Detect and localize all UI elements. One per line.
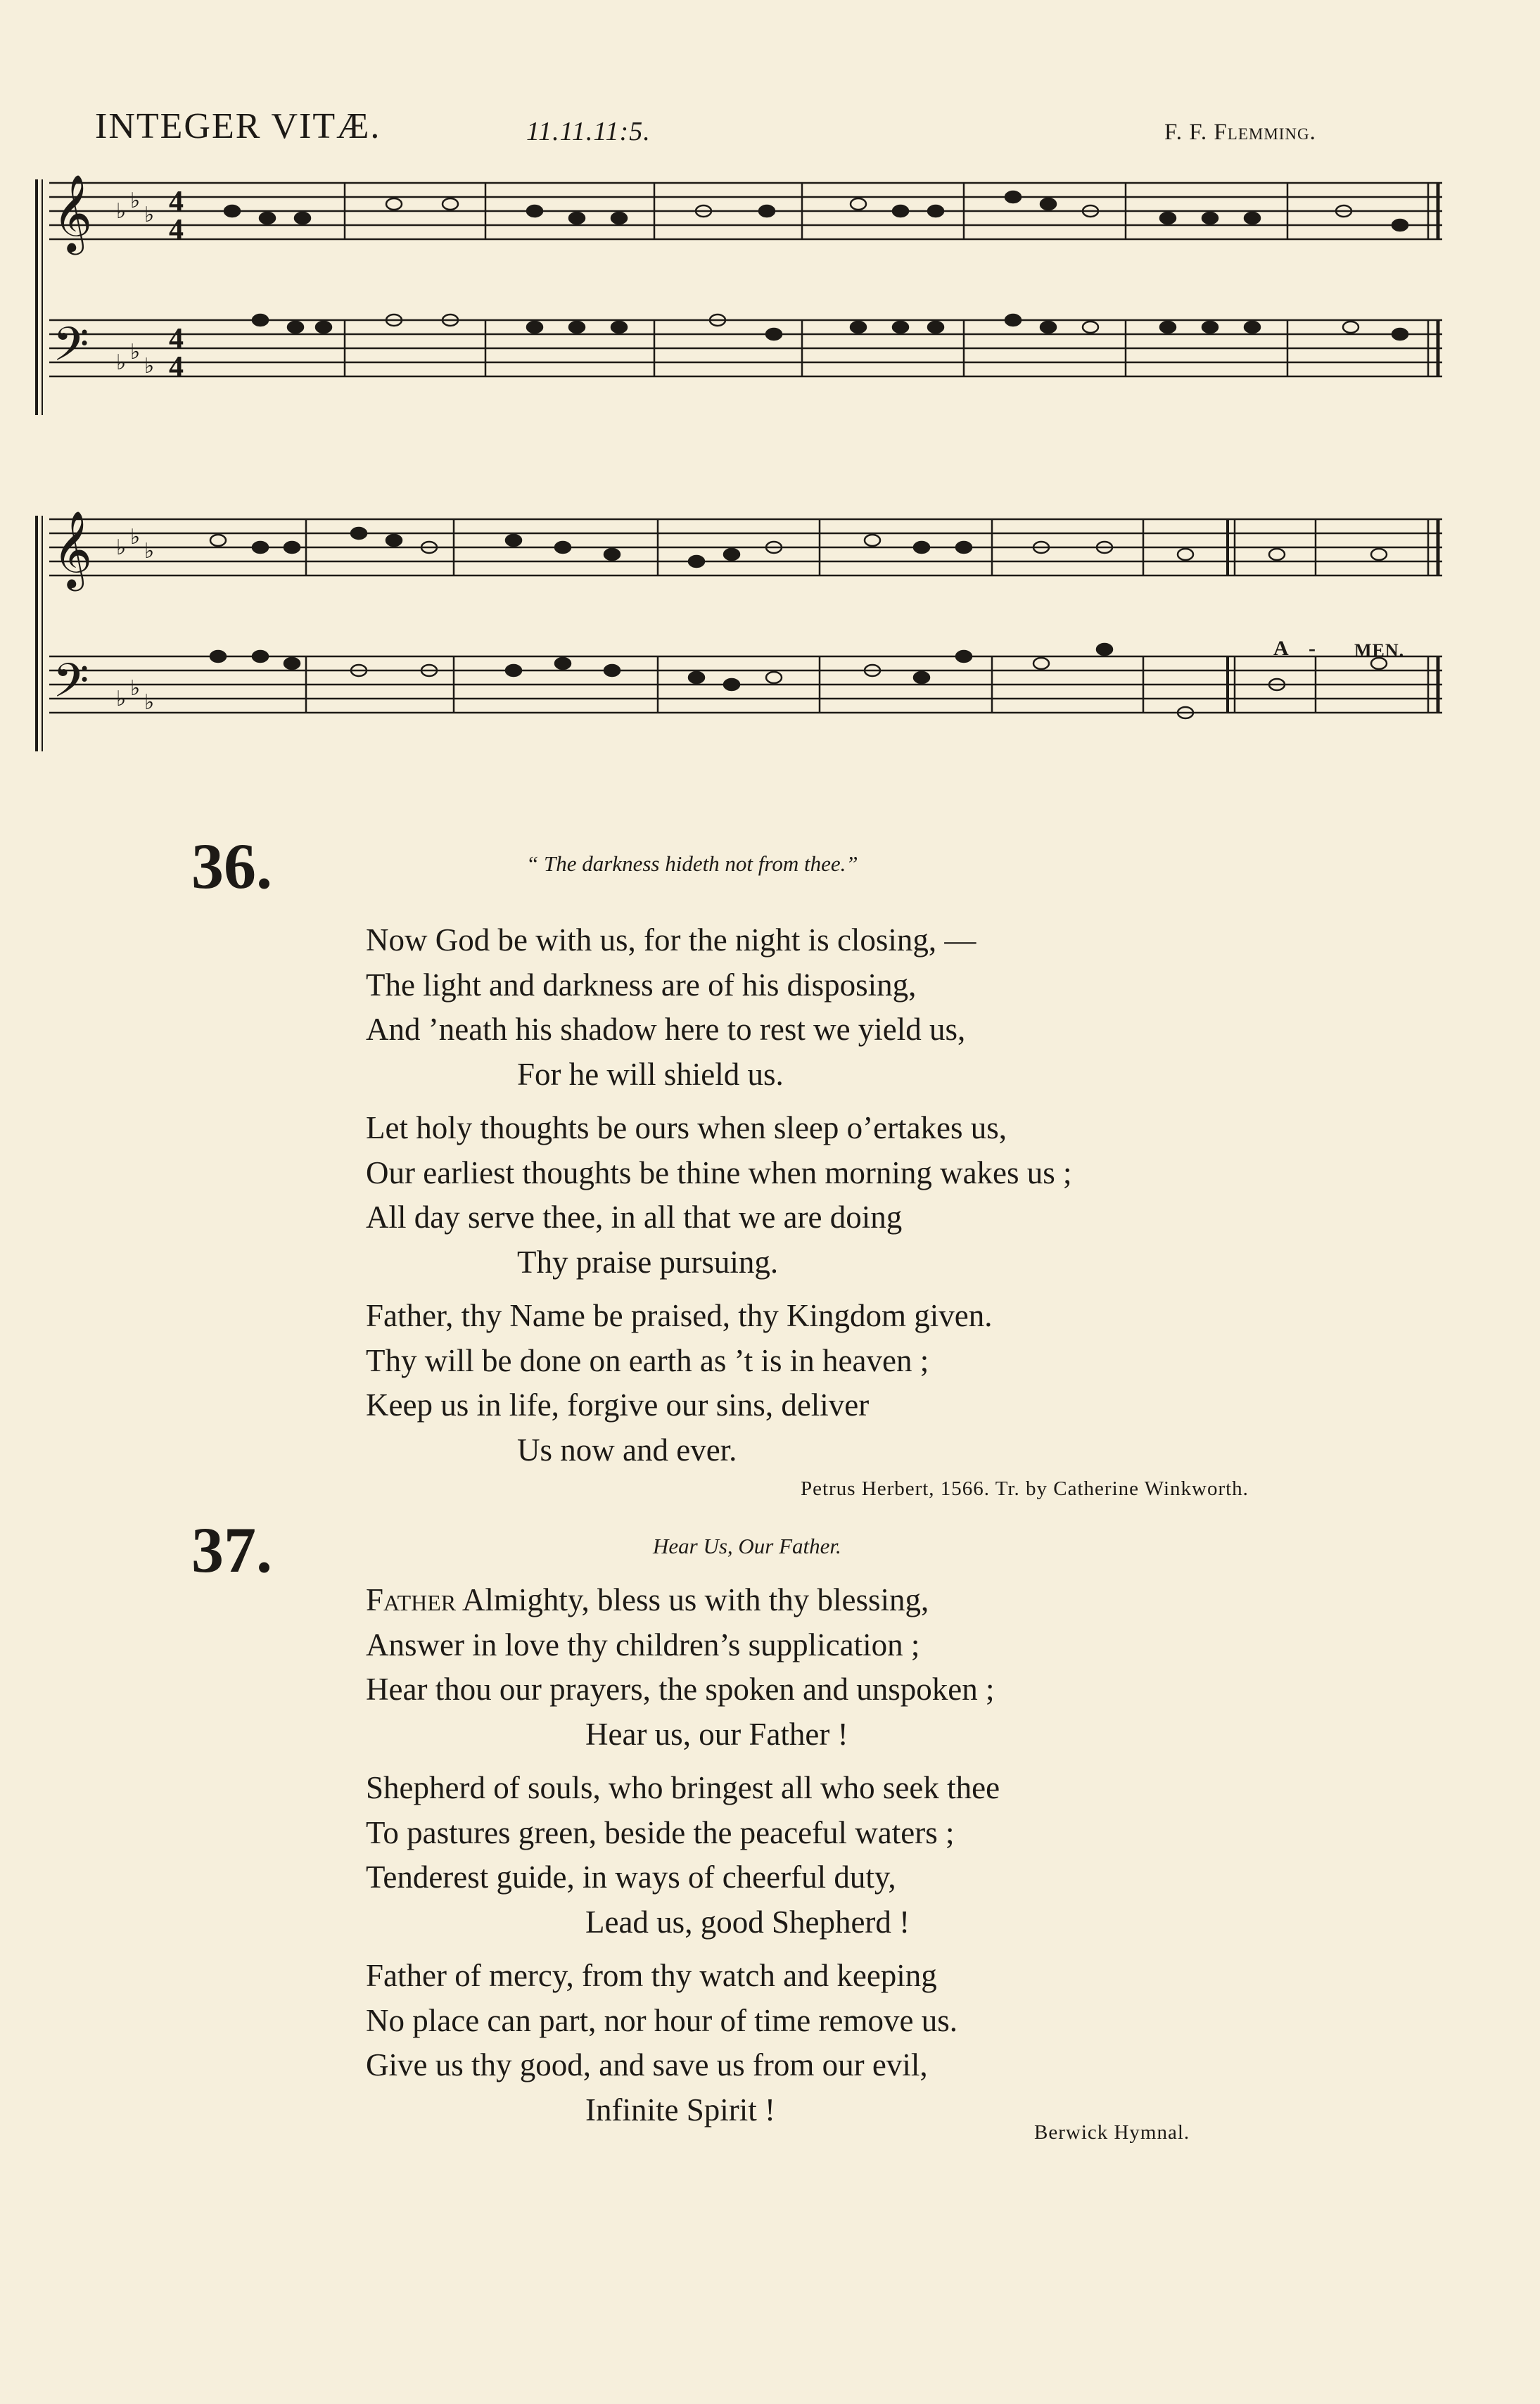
opening-word: Father xyxy=(366,1582,457,1617)
svg-text:𝄞: 𝄞 xyxy=(53,174,93,252)
hymn-36-text xyxy=(366,918,1072,1473)
verse-line: Father, thy Name be praised, thy Kingdom given. xyxy=(366,1298,993,1333)
svg-text:♭: ♭ xyxy=(116,687,127,711)
verse-line: Let holy thoughts be ours when sleep o’ertakes us, xyxy=(366,1110,1007,1145)
svg-text:♭: ♭ xyxy=(144,691,155,714)
amen-syllable-men: MEN. xyxy=(1354,640,1405,661)
svg-text:♭: ♭ xyxy=(144,203,155,227)
verse-line: All day serve thee, in all that we are doing xyxy=(366,1200,903,1235)
verse-line: Give us thy good, and save us from our evil, xyxy=(366,2047,928,2082)
verse-line: Hear thou our prayers, the spoken and unspoken ; xyxy=(366,1672,995,1707)
verse-line: To pastures green, beside the peaceful waters ; xyxy=(366,1814,955,1850)
hymn-36-epigraph: “ The darkness hideth not from thee.” xyxy=(526,851,858,876)
svg-text:♭: ♭ xyxy=(130,526,141,549)
stanza-gap xyxy=(366,1097,1072,1106)
amen-syllable-a: A xyxy=(1273,637,1289,660)
svg-text:♭: ♭ xyxy=(116,351,127,374)
svg-text:♭: ♭ xyxy=(130,341,141,364)
verse-line: Our earliest thoughts be thine when morning wakes us ; xyxy=(366,1155,1072,1190)
hymn-37-attribution: Berwick Hymnal. xyxy=(1034,2121,1190,2144)
stanza-gap xyxy=(366,1285,1072,1294)
verse-line: Thy praise pursuing. xyxy=(517,1244,779,1280)
stanza-gap xyxy=(366,1945,1000,1954)
svg-text:𝄢: 𝄢 xyxy=(53,317,89,383)
score-system-2-svg xyxy=(28,505,1456,765)
verse-line: Infinite Spirit ! xyxy=(585,2092,775,2128)
verse-line: Thy will be done on earth as ’t is in heaven ; xyxy=(366,1342,929,1378)
verse-line: Shepherd of souls, who bringest all who seek thee xyxy=(366,1770,1000,1805)
verse-line: Now God be with us, for the night is closing, — xyxy=(366,922,976,958)
verse-line: Us now and ever. xyxy=(517,1432,737,1468)
verse-line: No place can part, nor hour of time remove us. xyxy=(366,2002,957,2038)
svg-text:♭: ♭ xyxy=(144,540,155,563)
svg-text:4: 4 xyxy=(169,214,184,246)
svg-text:4: 4 xyxy=(169,186,184,218)
svg-text:𝄢: 𝄢 xyxy=(53,654,89,719)
hymn-37-epigraph: Hear Us, Our Father. xyxy=(653,1534,841,1558)
line-remainder: Almighty, bless us with thy blessing, xyxy=(456,1582,929,1617)
verse-line: For he will shield us. xyxy=(517,1056,784,1092)
svg-text:4: 4 xyxy=(169,351,184,383)
verse-line: And ’neath his shadow here to rest we yield us, xyxy=(366,1012,966,1047)
verse-line: Father of mercy, from thy watch and keeping xyxy=(366,1958,937,1993)
verse-line: Lead us, good Shepherd ! xyxy=(585,1904,910,1940)
svg-text:♭: ♭ xyxy=(116,536,127,559)
music-system-2 xyxy=(28,505,1456,765)
hymn-37-text xyxy=(366,1578,1000,2132)
hymn-number-37: 37. xyxy=(191,1514,272,1586)
svg-text:♭: ♭ xyxy=(144,355,155,378)
svg-text:♭: ♭ xyxy=(130,677,141,700)
hymn-36-attribution: Petrus Herbert, 1566. Tr. by Catherine Winkworth. xyxy=(801,1477,1249,1500)
verse-line: Hear us, our Father ! xyxy=(585,1716,848,1752)
verse-line: The light and darkness are of his disposing, xyxy=(366,967,917,1003)
verse-line xyxy=(366,1578,1000,1623)
svg-text:♭: ♭ xyxy=(116,200,127,223)
tune-composer: F. F. Flemming. xyxy=(1164,120,1316,145)
amen-hyphen: - xyxy=(1309,637,1316,660)
tune-meter: 11.11.11:5. xyxy=(526,117,651,146)
verse-line: Keep us in life, forgive our sins, deliver xyxy=(366,1387,870,1423)
svg-text:♭: ♭ xyxy=(130,189,141,212)
verse-line: Answer in love thy children’s supplication ; xyxy=(366,1627,920,1662)
hymn-number-36: 36. xyxy=(191,830,272,902)
stanza-gap xyxy=(366,1757,1000,1766)
verse-line: Tenderest guide, in ways of cheerful duty, xyxy=(366,1859,896,1895)
svg-text:𝄞: 𝄞 xyxy=(53,511,93,588)
music-system-1 xyxy=(28,169,1456,429)
svg-text:4: 4 xyxy=(169,323,184,355)
tune-name: INTEGER VITÆ. xyxy=(95,106,381,146)
score-system-1-svg xyxy=(28,169,1456,429)
